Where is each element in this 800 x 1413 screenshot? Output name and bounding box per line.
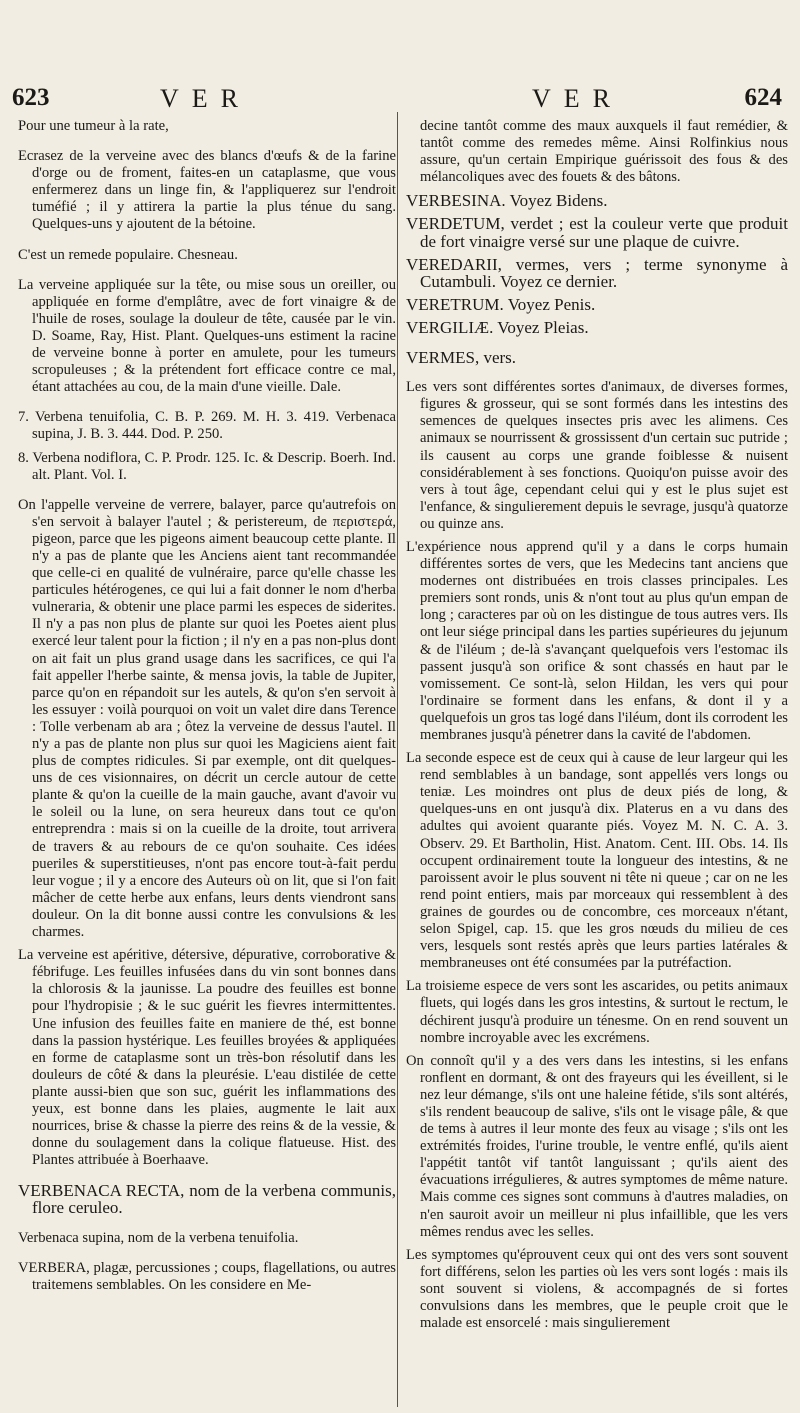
entry-verbesina: VERBESINA. Voyez Bidens.: [406, 191, 608, 211]
entry-verbera: VERBERA, plagæ, percussiones ; coups, flagellations, ou autres traitemens semblables. On les considere en Me-: [18, 1259, 396, 1293]
left-page-number: 623: [12, 84, 50, 111]
page-header: [0, 84, 800, 114]
paragraph: La verveine est apéritive, détersive, dépurative, corroborative & fébrifuge. Les feuilles infusées dans du vin sont bonnes dans la chlorosis & la jaunisse. La poudre des feuilles est bonne pour l'hydropisie ; & le suc guérit les fievres intermittentes. Une infusion des feuilles faite en maniere de thé, est bonne dans la passion hystérique. Les feuilles broyées & appliquées en forme de cataplasme sont un très-bon résolutif dans les douleurs de côté & dans la pleurésie. L'eau distilée de cette plante aussi-bien que son suc, guérit les inflammations des yeux, est bonne dans les plaies, augmente le lait aux nourrices, brise & chasse la pierre des reins & de la vessie, & donne du soulagement dans la colique flatueuse. Hist. des Plantes attribuée à Boerhaave.: [18, 947, 396, 1169]
right-column: [406, 118, 788, 1408]
entry-verbenaca-recta: VERBENACA RECTA, nom de la verbena communis, flore ceruleo.: [18, 1181, 396, 1218]
entry-vergiliae: VERGILIÆ. Voyez Pleias.: [406, 317, 589, 337]
right-running-head: VER: [532, 84, 623, 113]
paragraph: C'est un remede populaire. Chesneau.: [18, 246, 238, 263]
right-page-number: 624: [744, 84, 782, 111]
entry-veredarii: VEREDARII, vermes, vers ; terme synonyme à Cutambuli. Voyez ce dernier.: [406, 254, 788, 291]
paragraph: La verveine appliquée sur la tête, ou mise sous un oreiller, ou appliquée en forme d'emplâtre, avec de fort vinaigre & de l'huile de roses, soulage la douleur de tête, causée par le vin. D. Soame, Ray, Hist. Plant. Quelques-uns estiment la racine de verveine bonne à porter en amulete, pour les tumeurs scropuleuses ; & la prétendent fort efficace contre ce mal, étant attachées au cou, de la main d'une vieille. Dale.: [18, 276, 396, 396]
paragraph: L'expérience nous apprend qu'il y a dans le corps humain différentes sortes de vers, que les Medecins tant anciens que modernes ont distribuées en trois classes principales. Les premiers sont ronds, unis & n'ont tout au plus qu'un empan de long ; caracteres par où on les distingue de tous autres vers. Ils ont leur siége principal dans les parties supérieures du jejunum & de l'iléum ; de-là s'avançant quelquefois vers l'estomac ils passent jusqu'à son orifice & sont chassés en haut par le vomissement. Ce sont-là, selon Hildan, les vers qui pour l'ordinaire se forment dans les enfans, & dont il y a quelquefois un gros tas logé dans l'iléum, dont ils corrodent les membranes jusqu'à pénetrer dans la cavité de l'abdomen.: [406, 538, 788, 743]
paragraph: On l'appelle verveine de verrere, balayer, parce qu'autrefois on s'en servoit à balayer l'autel ; & peristereum, de περιστερά, pigeon, parce que les pigeons aiment beaucoup cette plante. Il n'y a pas de plante que les Anciens aient tant recommandée que celle-ci en qualité de vulnéraire, parce qu'elle chasse les particules hétérogenes, ce qui lui a fait donner le nom d'herba vulneraria, & obtenir une place parmi les especes de siderites. Il n'y a pas non plus de plante sur quoi les Poetes aient plus exercé leur talent pour la fiction ; il n'y en a pas non-plus dont on ait fait un plus grand usage dans les sacrifices, ce qui l'a fait appeller l'herbe sainte, & mensa jovis, la table de Jupiter, parce qu'on en répandoit sur les autels, & qu'on s'en servoit à les essuyer : voilà pourquoi on voit un valet dire dans Terence : Tolle verbenam ab ara ; ôtez la verveine de dessus l'autel. Il n'y a pas de plante non plus sur quoi les Magiciens aient fait plus de comptes ridicules. Si par exemple, ont dit quelques-uns de ces visionnaires, on décrit un cercle autour de cette plante & qu'on la cueille de la main gauche, avant d'avoir vu le soleil ou la lune, on sera heureux dans tout ce qu'on entreprendra : mais si on la cueille de la droite, tout arrivera de travers & au rebours de ce qu'on souhaite. Ces idées pueriles & superstitieuses, n'ont pas encore tout-à-fait perdu leur vogue ; il y a encore des Auteurs où on lit, que si l'on fait mâcher de cette herbe aux enfans, leurs dents viendront sans douleur. On la dit bonne aussi contre les convulsions & les charmes.: [18, 496, 396, 941]
paragraph: 7. Verbena tenuifolia, C. B. P. 269. M. H. 3. 419. Verbenaca supina, J. B. 3. 444. Dod. P. 250.: [18, 409, 396, 443]
paragraph: On connoît qu'il y a des vers dans les intestins, si les enfans ronflent en dormant, & ont des frayeurs qui les éveillent, si le nez leur démange, s'ils ont une haleine fétide, s'ils sont altérés, s'ils rendent beaucoup de salive, s'ils ont le visage pâle, & que de tems à autres il leur monte des feux au visage ; s'ils ont les extrémités froides, l'urine trouble, le ventre enflé, qu'ils aient l'appétit tantôt vif tantôt languissant ; qu'ils aient des évacuations irrégulieres, & autres symptomes de même nature. Mais comme ces signes sont communs à d'autres maladies, on n'en sauroit avoir un meilleur ni plus infaillible, que les vers mêmes rendus avec les selles.: [406, 1052, 788, 1240]
entry-verdetum: VERDETUM, verdet ; est la couleur verte que produit de fort vinaigre versé sur une plaque de cuivre.: [406, 214, 788, 251]
paragraph: decine tantôt comme des maux auxquels il faut remédier, & tantôt comme des remedes même. Ainsi Rolfinkius nous assure, qu'un certain Empirique guérissoit des fous & des mélancoliques avec des fouets & des bâtons.: [420, 118, 788, 186]
paragraph: Les vers sont différentes sortes d'animaux, de diverses formes, figures & grosseur, qui se sont formés dans les intestins des semences de quelques insectes pris avec les alimens. Ces animaux se nourrissent & grossissent d'un certain suc putride ; ils causent au corps une grande foiblesse & nuisent considérablement à ses fonctions. Quoiqu'on puisse avoir des vers à tout âge, cependant celui qui y est le plus sujet est l'enfance, & singulierement depuis le sevrage, jusqu'à quatorze ou quinze ans.: [406, 379, 788, 532]
entry-vermes: VERMES, vers.: [406, 348, 517, 368]
entry-verbenaca-supina: Verbenaca supina, nom de la verbena tenuifolia.: [18, 1229, 299, 1246]
left-column: [18, 118, 396, 1408]
paragraph: Pour une tumeur à la rate,: [18, 118, 169, 134]
paragraph: Les symptomes qu'éprouvent ceux qui ont des vers sont souvent fort différens, selon les parties où les vers sont logés : mais ils sont souvent si violens, & accompagnés de si fortes convulsions dans les membres, que le peuple croit que le malade est ensorcelé : mais singulierement: [406, 1246, 788, 1332]
entry-veretrum: VERETRUM. Voyez Penis.: [406, 294, 596, 314]
paragraph: Ecrasez de la verveine avec des blancs d'œufs & de la farine d'orge ou de froment, faites-en un cataplasme, que vous enfermerez dans un linge fin, & l'appliquerez sur l'endroit tuméfié ; il y attirera la partie la plus ténue du sang. Quelques-uns y ajoutent de la bétoine.: [18, 148, 396, 233]
paragraph: La seconde espece est de ceux qui à cause de leur largeur qui les rend semblables à un bandage, sont appellés vers longs ou teniæ. Les moindres ont plus de deux piés de long, & quelques-uns en ont jusqu'à dix. Platerus en a vu dans des adultes qui avoient quarante piés. Voyez M. N. C. A. 3. Observ. 29. Et Bartholin, Hist. Anatom. Cent. III. Obs. 14. Ils occupent ordinairement toute la longueur des intestins, & ne paroissent avoir le plus souvent ni tête ni queue ; car on ne les rend point entiers, mais par morceaux qui ressemblent à des graines de gourdes ou de concombre, ces morceaux n'étant, selon Spigel, cap. 15. que les gros nœuds du milieu de ces vers, lesquels sont restés après que leurs parties latérales & membraneuses ont été consumées par la putréfaction.: [406, 750, 788, 972]
column-divider: [397, 112, 398, 1407]
paragraph: La troisieme espece de vers sont les ascarides, ou petits animaux fluets, qui logés dans les gros intestins, & surtout le rectum, le déchirent jusqu'à produire un ténesme. On en rend souvent un nombre incroyable avec les excrémens.: [406, 978, 788, 1046]
paragraph: 8. Verbena nodiflora, C. P. Prodr. 125. Ic. & Descrip. Boerh. Ind. alt. Plant. Vol. I.: [18, 449, 396, 483]
left-running-head: VER: [160, 84, 251, 113]
